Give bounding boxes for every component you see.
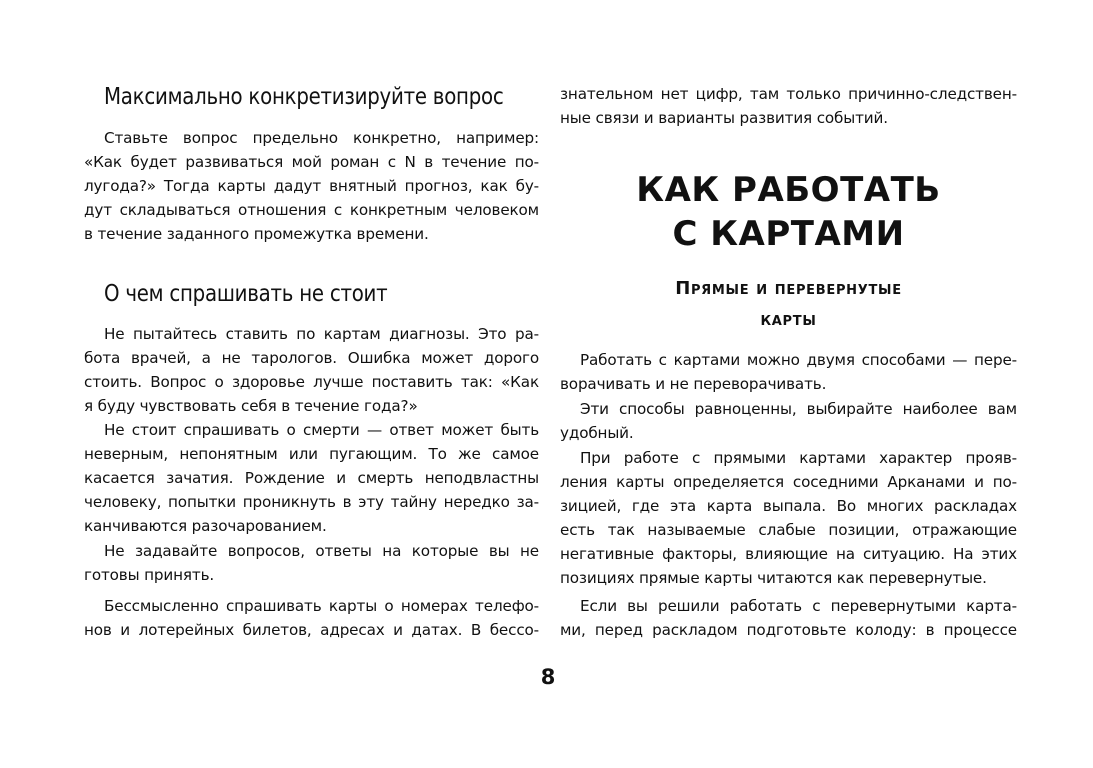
paragraph-line: дут складываться отношения с конкретным человеком bbox=[84, 201, 539, 219]
paragraph-line: есть так называемые слабые позиции, отражающие bbox=[560, 521, 1017, 539]
paragraph-line: в течение заданного промежутка времени. bbox=[84, 225, 429, 243]
paragraph-line: позициях прямые карты читаются как перевернутые. bbox=[560, 569, 987, 587]
paragraph-line: ворачивать и не переворачивать. bbox=[560, 375, 827, 393]
paragraph-line: знательном нет цифр, там только причинно-следствен- bbox=[560, 85, 1017, 103]
section-heading-concretize: Максимально конкретизируйте вопрос bbox=[104, 84, 504, 110]
paragraph-line: стоить. Вопрос о здоровье лучше поставить так: «Как bbox=[84, 373, 539, 391]
paragraph-line: ные связи и варианты развития событий. bbox=[560, 109, 888, 127]
paragraph-line: Работать с картами можно двумя способами — пере- bbox=[580, 351, 1017, 369]
subtitle-line-1: Прямые и перевернутые bbox=[675, 278, 902, 299]
paragraph-line: ми, перед раскладом подготовьте колоду: в процессе bbox=[560, 621, 1017, 639]
chapter-title-line-1: КАК РАБОТАТЬ bbox=[636, 170, 941, 210]
paragraph-line: канчиваются разочарованием. bbox=[84, 517, 327, 535]
paragraph-line: неверным, непонятным или пугающим. То же самое bbox=[84, 445, 539, 463]
paragraph-line: нов и лотерейных билетов, адресах и датах. В бессо- bbox=[84, 621, 539, 639]
paragraph-line: я буду чувствовать себя в течение года?» bbox=[84, 397, 418, 415]
paragraph-line: Ставьте вопрос предельно конкретно, например: bbox=[104, 129, 539, 147]
paragraph-line: Не задавайте вопросов, ответы на которые вы не bbox=[104, 542, 539, 560]
paragraph-line: Если вы решили работать с перевернутыми карта- bbox=[580, 597, 1017, 615]
paragraph-line: Не стоит спрашивать о смерти — ответ может быть bbox=[104, 421, 539, 439]
paragraph-line: Бессмысленно спрашивать карты о номерах телефо- bbox=[104, 597, 539, 615]
paragraph-line: Не пытайтесь ставить по картам диагнозы. Это ра- bbox=[104, 325, 539, 343]
paragraph-line: удобный. bbox=[560, 424, 634, 442]
section-heading-what-not-to-ask: О чем спрашивать не стоит bbox=[104, 281, 388, 307]
page-number: 8 bbox=[540, 665, 556, 689]
paragraph-line: лугода?» Тогда карты дадут внятный прогноз, как бу- bbox=[84, 177, 539, 195]
paragraph-line: «Как будет развиваться мой роман с N в течение по- bbox=[84, 153, 539, 171]
paragraph-line: зицией, где эта карта выпала. Во многих раскладах bbox=[560, 497, 1017, 515]
paragraph-line: человеку, попытки проникнуть в эту тайну нередко за- bbox=[84, 493, 539, 511]
paragraph-line: негативные факторы, влияющие на ситуацию. На этих bbox=[560, 545, 1017, 563]
paragraph-line: готовы принять. bbox=[84, 566, 215, 584]
paragraph-line: Эти способы равноценны, выбирайте наиболее вам bbox=[580, 400, 1017, 418]
paragraph-line: ления карты определяется соседними Арканами и по- bbox=[560, 473, 1017, 491]
paragraph-line: бота врачей, а не тарологов. Ошибка может дорого bbox=[84, 349, 539, 367]
chapter-title-line-2: С КАРТАМИ bbox=[672, 214, 905, 254]
subtitle-line-2: карты bbox=[760, 309, 817, 330]
paragraph-line: касается зачатия. Рождение и смерть неподвластны bbox=[84, 469, 539, 487]
paragraph-line: При работе с прямыми картами характер прояв- bbox=[580, 449, 1017, 467]
